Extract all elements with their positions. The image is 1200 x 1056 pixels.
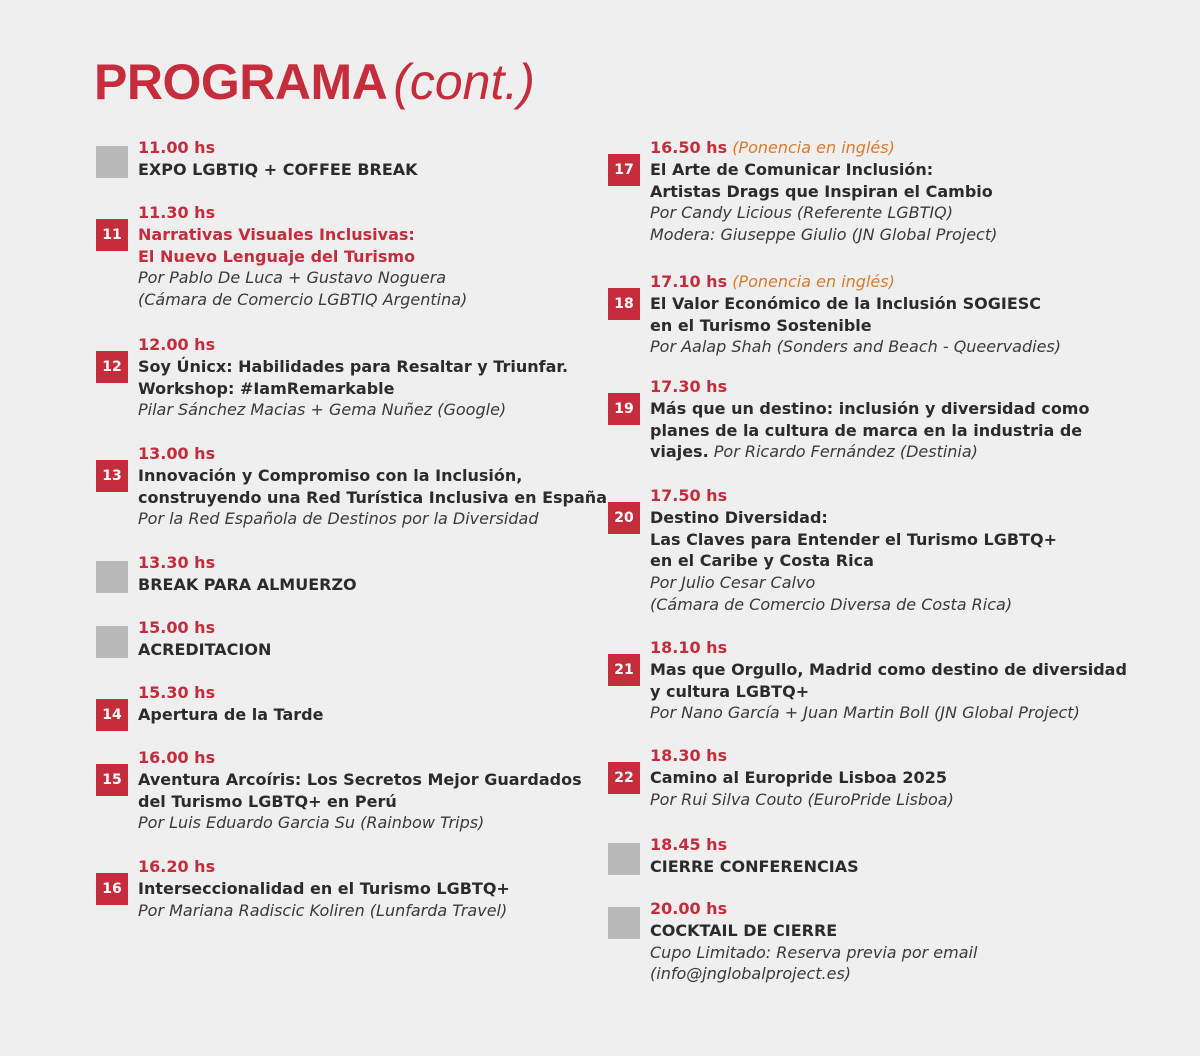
session-line [138, 704, 323, 726]
session-number-badge: 20 [608, 502, 640, 534]
session-time: 15.00 hs [138, 618, 216, 637]
session-line [650, 159, 997, 181]
session-time-line [650, 834, 859, 856]
session-text [138, 617, 271, 661]
break-marker [608, 907, 640, 939]
session-number-badge: 21 [608, 654, 640, 686]
session-text [138, 856, 510, 921]
session-line [650, 507, 1057, 529]
session-line [650, 420, 1089, 442]
session-number-badge: 16 [96, 873, 128, 905]
session-line [650, 594, 1057, 616]
session-number-badge: 17 [608, 154, 640, 186]
session-line [650, 315, 1061, 337]
session-text [138, 334, 568, 421]
session-speaker: Por Mariana Radiscic Koliren (Lunfarda Travel) [138, 900, 508, 920]
session-number-badge: 12 [96, 351, 128, 383]
session-line [650, 920, 977, 942]
session-line [650, 681, 1127, 703]
session-time-line [650, 376, 1089, 398]
session-text [650, 745, 954, 810]
session-title: construyendo una Red Turística Inclusiva en España [138, 487, 607, 507]
session-time: 13.00 hs [138, 444, 216, 463]
session-speaker: Pilar Sánchez Macias + Gema Nuñez (Google) [138, 400, 507, 420]
session-number-badge: 22 [608, 762, 640, 794]
session-title: El Nuevo Lenguaje del Turismo [138, 246, 416, 266]
session-line [650, 942, 977, 964]
session-speaker: Por Candy Licious (Referente LGBTIQ) [650, 203, 953, 223]
session-line [650, 181, 997, 203]
page-title [94, 52, 535, 112]
session-time: 20.00 hs [650, 899, 728, 918]
session-line [650, 529, 1057, 551]
session-text [650, 137, 997, 246]
session-line [650, 659, 1127, 681]
session-line [138, 878, 510, 900]
session-text [138, 747, 582, 834]
session-speaker: (Cámara de Comercio Diversa de Costa Rica) [650, 594, 1013, 614]
session-line [650, 550, 1057, 572]
session-text [650, 271, 1061, 358]
session-speaker: Por la Red Española de Destinos por la Diversidad [138, 509, 539, 529]
session-title: del Turismo LGBTQ+ en Perú [138, 791, 397, 811]
break-marker [96, 626, 128, 658]
session-number-badge: 11 [96, 219, 128, 251]
session-line [138, 159, 418, 181]
session-title: EXPO LGBTIQ + COFFEE BREAK [138, 159, 418, 179]
session-time: 17.30 hs [650, 377, 728, 396]
session-title: Artistas Drags que Inspiran el Cambio [650, 181, 993, 201]
session-speaker: (info@jnglobalproject.es) [650, 964, 852, 984]
session-line [650, 293, 1061, 315]
session-speaker: Por Julio Cesar Calvo [650, 573, 816, 593]
break-marker [608, 843, 640, 875]
session-text [650, 637, 1127, 724]
session-time: 15.30 hs [138, 683, 216, 702]
session-time-line [650, 137, 997, 159]
session-number-badge: 15 [96, 764, 128, 796]
session-speaker: Por Aalap Shah (Sonders and Beach - Queervadies) [650, 337, 1061, 357]
session-speaker: Cupo Limitado: Reserva previa por email [650, 942, 978, 962]
session-line [650, 224, 997, 246]
session-time: 12.00 hs [138, 335, 216, 354]
session-title: Apertura de la Tarde [138, 704, 324, 724]
session-title: en el Caribe y Costa Rica [650, 551, 874, 571]
session-text [138, 137, 418, 181]
session-time-line [650, 637, 1127, 659]
title-main: PROGRAMA [94, 54, 388, 110]
session-time-line [650, 485, 1057, 507]
session-title: ACREDITACION [138, 639, 272, 659]
session-line [138, 769, 582, 791]
session-time-line [138, 443, 607, 465]
session-time-line [138, 334, 568, 356]
session-time: 17.50 hs [650, 486, 728, 505]
session-text [138, 552, 357, 596]
session-line [138, 812, 582, 834]
session-time-line [650, 898, 977, 920]
break-marker [96, 561, 128, 593]
session-title: Innovación y Compromiso con la Inclusión, [138, 465, 523, 485]
session-title: El Arte de Comunicar Inclusión: [650, 159, 934, 179]
session-title: CIERRE CONFERENCIAS [650, 856, 859, 876]
session-speaker: (Cámara de Comercio LGBTIQ Argentina) [138, 290, 468, 310]
session-line [138, 900, 510, 922]
session-line [650, 398, 1089, 420]
session-line [650, 856, 859, 878]
session-line [650, 572, 1057, 594]
session-time-line [650, 271, 1061, 293]
session-number-badge: 18 [608, 288, 640, 320]
session-speaker: Por Nano García + Juan Martin Boll (JN Global Project) [650, 703, 1080, 723]
session-speaker: Por Rui Silva Couto (EuroPride Lisboa) [650, 789, 954, 809]
session-text [650, 834, 859, 878]
session-title: en el Turismo Sostenible [650, 315, 872, 335]
session-line [650, 767, 954, 789]
session-title: BREAK PARA ALMUERZO [138, 574, 357, 594]
session-number-badge: 14 [96, 699, 128, 731]
session-time-line [138, 202, 467, 224]
session-speaker: Por Ricardo Fernández (Destinia) [713, 442, 978, 462]
session-time: 11.30 hs [138, 203, 216, 222]
session-line [138, 791, 582, 813]
session-line [138, 639, 271, 661]
session-time: 16.50 hs [650, 138, 728, 157]
session-line [138, 465, 607, 487]
session-number-badge: 19 [608, 393, 640, 425]
session-text [138, 202, 467, 311]
session-time-line [138, 552, 357, 574]
session-line [650, 963, 977, 985]
session-line [650, 441, 1089, 463]
session-time-line [138, 856, 510, 878]
session-title: El Valor Económico de la Inclusión SOGIESC [650, 293, 1042, 313]
session-speaker: Modera: Giuseppe Giulio (JN Global Project) [650, 225, 998, 245]
session-text [650, 485, 1057, 616]
session-line [138, 487, 607, 509]
session-line [650, 336, 1061, 358]
session-line [650, 702, 1127, 724]
session-line [650, 789, 954, 811]
session-title: viajes. [650, 442, 709, 462]
session-time: 11.00 hs [138, 138, 216, 157]
session-title: Las Claves para Entender el Turismo LGBTQ+ [650, 529, 1057, 549]
session-time: 17.10 hs [650, 272, 728, 291]
session-text [138, 443, 607, 530]
session-line [138, 246, 467, 268]
break-marker [96, 146, 128, 178]
session-title: y cultura LGBTQ+ [650, 681, 810, 701]
session-title: Aventura Arcoíris: Los Secretos Mejor Guardados [138, 769, 582, 789]
session-time: 16.00 hs [138, 748, 216, 767]
session-time-line [138, 617, 271, 639]
session-title: Workshop: #IamRemarkable [138, 378, 395, 398]
session-speaker: Por Luis Eduardo Garcia Su (Rainbow Trips) [138, 813, 485, 833]
session-title: Narrativas Visuales Inclusivas: [138, 224, 415, 244]
session-title: Mas que Orgullo, Madrid como destino de diversidad [650, 659, 1127, 679]
session-text [138, 682, 323, 726]
session-number-badge: 13 [96, 460, 128, 492]
session-language-note: (Ponencia en inglés) [732, 272, 895, 291]
session-title: Más que un destino: inclusión y diversidad como [650, 398, 1090, 418]
session-title: planes de la cultura de marca en la industria de [650, 420, 1083, 440]
session-time-line [138, 747, 582, 769]
session-line [138, 224, 467, 246]
session-title: Camino al Europride Lisboa 2025 [650, 767, 947, 787]
session-text [650, 376, 1089, 463]
session-title: Soy Únicx: Habilidades para Resaltar y Triunfar. [138, 356, 569, 376]
session-line [138, 508, 607, 530]
session-time-line [138, 682, 323, 704]
session-line [138, 574, 357, 596]
session-line [138, 399, 568, 421]
session-title: COCKTAIL DE CIERRE [650, 920, 838, 940]
session-title: Destino Diversidad: [650, 507, 828, 527]
session-time-line [138, 137, 418, 159]
session-time: 18.30 hs [650, 746, 728, 765]
session-line [138, 356, 568, 378]
session-time-line [650, 745, 954, 767]
session-speaker: Por Pablo De Luca + Gustavo Noguera [138, 268, 447, 288]
session-time: 13.30 hs [138, 553, 216, 572]
session-title: Interseccionalidad en el Turismo LGBTQ+ [138, 878, 510, 898]
session-time: 18.45 hs [650, 835, 728, 854]
session-line [650, 202, 997, 224]
session-line [138, 378, 568, 400]
session-time: 16.20 hs [138, 857, 216, 876]
session-line [138, 267, 467, 289]
session-text [650, 898, 977, 985]
session-time: 18.10 hs [650, 638, 728, 657]
title-subtitle: (cont.) [393, 54, 535, 110]
session-line [138, 289, 467, 311]
session-language-note: (Ponencia en inglés) [732, 138, 895, 157]
